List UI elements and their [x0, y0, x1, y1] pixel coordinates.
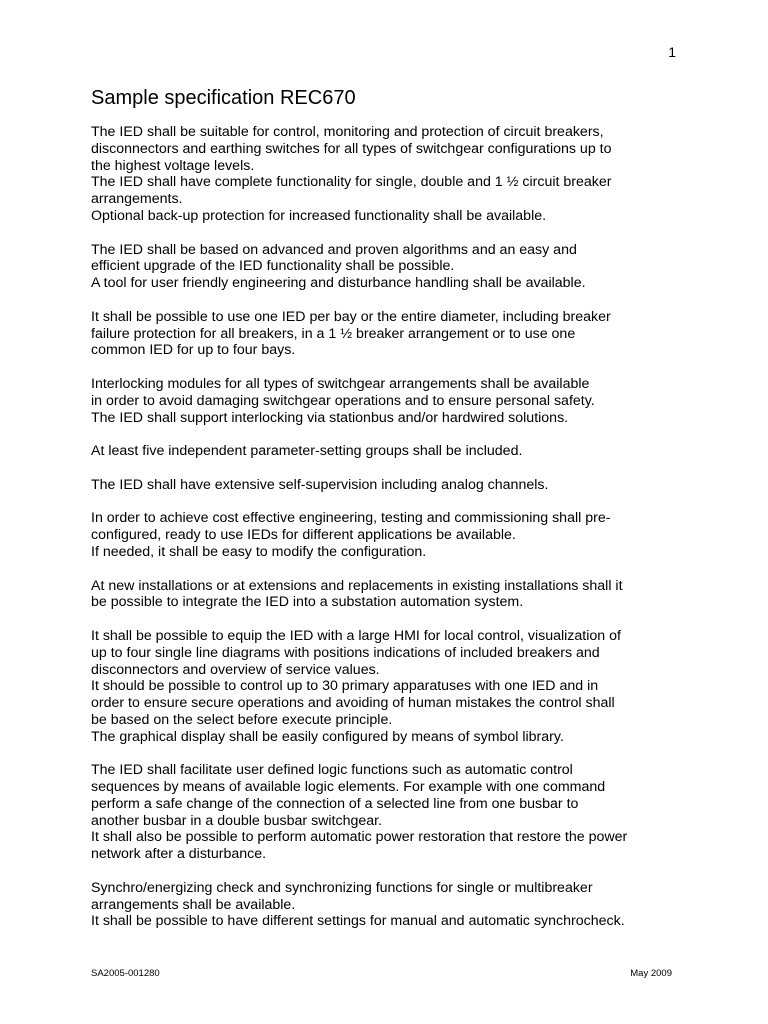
paragraph [91, 762, 691, 863]
text-line: At new installations or at extensions and replacements in existing installations shall it [91, 577, 623, 594]
paragraph [91, 443, 691, 460]
footer-document-id: SA2005-001280 [91, 968, 160, 979]
text-line: configured, ready to use IEDs for different applications be available. [91, 527, 516, 544]
text-line: Interlocking modules for all types of switchgear arrangements shall be available [91, 375, 590, 392]
text-line: disconnectors and earthing switches for all types of switchgear configurations up to [91, 140, 612, 157]
text-line: be possible to integrate the IED into a substation automation system. [91, 594, 524, 611]
text-line: Synchro/energizing check and synchronizing functions for single or multibreaker [91, 879, 593, 896]
paragraph [91, 124, 691, 225]
text-line: The graphical display shall be easily configured by means of symbol library. [91, 728, 564, 745]
text-line: network after a disturbance. [91, 846, 267, 863]
text-line: The IED shall have complete functionality for single, double and 1 ½ circuit breaker [91, 174, 612, 191]
document-body [91, 124, 691, 947]
paragraph [91, 477, 691, 494]
text-line: arrangements shall be available. [91, 896, 296, 913]
text-line: If needed, it shall be easy to modify the configuration. [91, 543, 427, 560]
page-title: Sample specification REC670 [91, 87, 356, 109]
text-line: At least five independent parameter-setting groups shall be included. [91, 443, 523, 460]
text-line: up to four single line diagrams with positions indications of included breakers and [91, 644, 600, 661]
text-line: It shall be possible to use one IED per bay or the entire diameter, including breaker [91, 308, 611, 325]
paragraph [91, 628, 691, 746]
text-line: In order to achieve cost effective engineering, testing and commissioning shall pre- [91, 510, 611, 527]
paragraph [91, 880, 691, 930]
text-line: It should be possible to control up to 30 primary apparatuses with one IED and in [91, 678, 599, 695]
paragraph [91, 376, 691, 426]
text-line: It shall be possible to have different settings for manual and automatic synchrocheck. [91, 913, 625, 930]
text-line: in order to avoid damaging switchgear operations and to ensure personal safety. [91, 392, 595, 409]
text-line: arrangements. [91, 191, 183, 208]
text-line: The IED shall have extensive self-supervision including analog channels. [91, 476, 549, 493]
text-line: The IED shall support interlocking via stationbus and/or hardwired solutions. [91, 409, 569, 426]
paragraph [91, 242, 691, 292]
text-line: the highest voltage levels. [91, 157, 255, 174]
footer-date: May 2009 [630, 968, 672, 979]
paragraph [91, 510, 691, 560]
text-line: common IED for up to four bays. [91, 342, 296, 359]
text-line: Optional back-up protection for increased functionality shall be available. [91, 207, 547, 224]
text-line: It shall also be possible to perform automatic power restoration that restore the power [91, 829, 628, 846]
text-line: disconnectors and overview of service values. [91, 661, 380, 678]
text-line: The IED shall be based on advanced and proven algorithms and an easy and [91, 241, 577, 258]
paragraph [91, 578, 691, 612]
paragraph [91, 309, 691, 359]
text-line: The IED shall facilitate user defined logic functions such as automatic control [91, 762, 573, 779]
text-line: The IED shall be suitable for control, monitoring and protection of circuit breakers, [91, 124, 604, 140]
text-line: order to ensure secure operations and avoiding of human mistakes the control shall [91, 695, 615, 712]
text-line: perform a safe change of the connection of a selected line from one busbar to [91, 795, 579, 812]
text-line: sequences by means of available logic elements. For example with one command [91, 779, 606, 796]
page-number: 1 [668, 44, 676, 60]
text-line: A tool for user friendly engineering and disturbance handling shall be available. [91, 275, 586, 292]
text-line: be based on the select before execute principle. [91, 711, 393, 728]
text-line: another busbar in a double busbar switchgear. [91, 812, 383, 829]
text-line: failure protection for all breakers, in a 1 ½ breaker arrangement or to use one [91, 325, 576, 342]
text-line: It shall be possible to equip the IED with a large HMI for local control, visualization of [91, 627, 621, 644]
text-line: efficient upgrade of the IED functionality shall be possible. [91, 258, 455, 275]
